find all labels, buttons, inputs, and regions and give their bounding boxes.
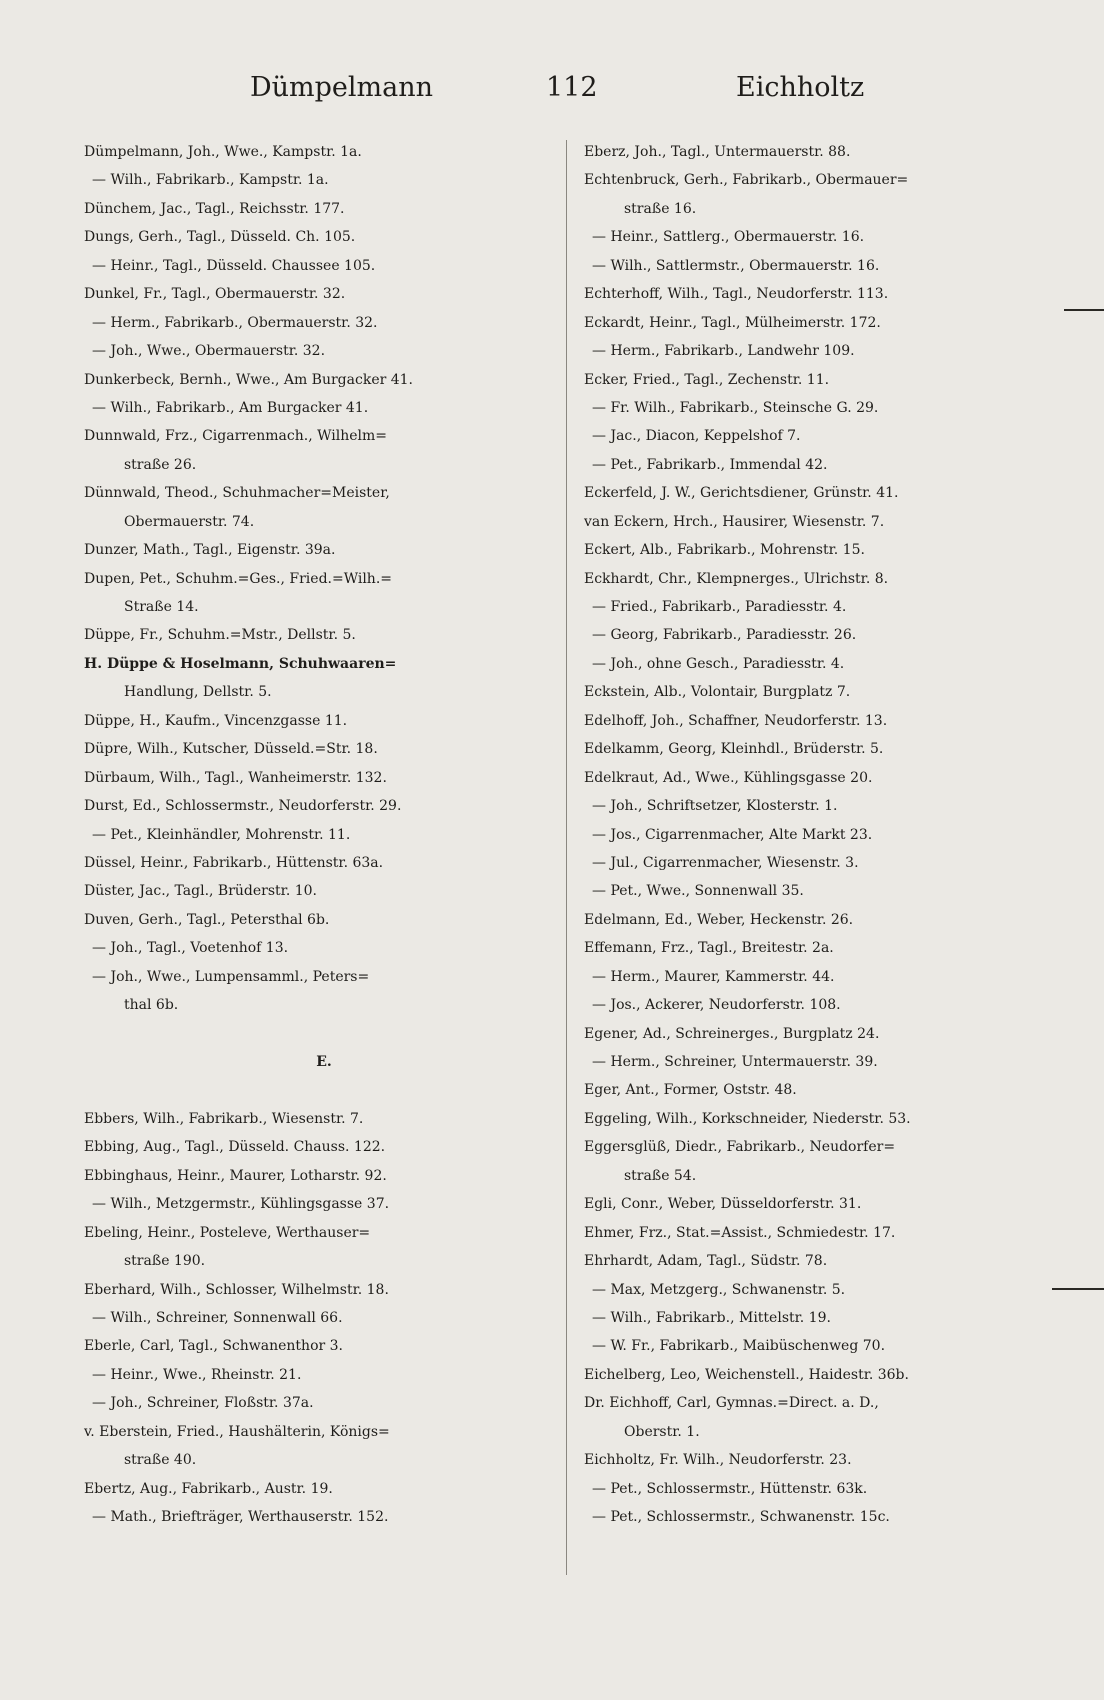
directory-line: van Eckern, Hrch., Hausirer, Wiesenstr. 7.: [584, 513, 885, 530]
directory-line: straße 190.: [124, 1253, 206, 1270]
header-right-keyword: Eichholtz: [736, 72, 865, 103]
header-left-keyword: Dümpelmann: [250, 72, 434, 103]
directory-line: Eberz, Joh., Tagl., Untermauerstr. 88.: [584, 144, 851, 160]
directory-line: Ecker, Fried., Tagl., Zechenstr. 11.: [584, 371, 830, 388]
directory-line: straße 54.: [624, 1167, 697, 1184]
directory-line: Ehrhardt, Adam, Tagl., Südstr. 78.: [584, 1253, 828, 1270]
directory-line: — Herm., Maurer, Kammerstr. 44.: [592, 968, 835, 985]
directory-line: — Georg, Fabrikarb., Paradiesstr. 26.: [592, 627, 857, 644]
directory-line: H. Düppe & Hoselmann, Schuhwaaren=: [84, 655, 397, 672]
directory-line: — Jac., Diacon, Keppelshof 7.: [592, 428, 801, 445]
directory-line: Eckhardt, Chr., Klempnerges., Ulrichstr. 8.: [584, 570, 889, 587]
directory-line: straße 26.: [124, 456, 197, 473]
directory-line: — Joh., Tagl., Voetenhof 13.: [92, 940, 289, 957]
directory-line: Egli, Conr., Weber, Düsseldorferstr. 31.: [584, 1196, 862, 1213]
directory-line: — Wilh., Metzgermstr., Kühlingsgasse 37.: [92, 1196, 390, 1213]
directory-line: Eichelberg, Leo, Weichenstell., Haidestr. 36b.: [584, 1366, 909, 1383]
left-column: [84, 138, 564, 1531]
directory-line: Dünchem, Jac., Tagl., Reichsstr. 177.: [84, 200, 345, 217]
directory-line: Edelkamm, Georg, Kleinhdl., Brüderstr. 5.: [584, 741, 884, 758]
directory-line: Edelmann, Ed., Weber, Heckenstr. 26.: [584, 911, 854, 928]
directory-line: — Pet., Kleinhändler, Mohrenstr. 11.: [92, 826, 351, 843]
directory-line: Eckert, Alb., Fabrikarb., Mohrenstr. 15.: [584, 542, 865, 559]
directory-line: Eckstein, Alb., Volontair, Burgplatz 7.: [584, 684, 851, 701]
margin-mark: [1052, 1288, 1104, 1290]
directory-line: Dunkerbeck, Bernh., Wwe., Am Burgacker 41.: [84, 371, 414, 388]
directory-line: Ebeling, Heinr., Posteleve, Werthauser=: [84, 1224, 371, 1241]
section-letter: E.: [316, 1053, 332, 1070]
directory-line: Eckardt, Heinr., Tagl., Mülheimerstr. 172.: [584, 314, 881, 331]
directory-line: — Herm., Fabrikarb., Obermauerstr. 32.: [92, 314, 378, 331]
directory-line: Dunkel, Fr., Tagl., Obermauerstr. 32.: [84, 286, 346, 303]
directory-line: Düppe, H., Kaufm., Vincenzgasse 11.: [84, 712, 348, 729]
directory-line: — Pet., Fabrikarb., Immendal 42.: [592, 456, 828, 473]
directory-line: — Joh., Schreiner, Floßstr. 37a.: [92, 1395, 314, 1412]
directory-line: — Herm., Fabrikarb., Landwehr 109.: [592, 343, 855, 360]
directory-line: Düpre, Wilh., Kutscher, Düsseld.=Str. 18.: [84, 741, 378, 758]
directory-line: — Jos., Ackerer, Neudorferstr. 108.: [592, 997, 841, 1014]
directory-line: — Pet., Schlossermstr., Hüttenstr. 63k.: [592, 1480, 868, 1497]
directory-line: Eberle, Carl, Tagl., Schwanenthor 3.: [84, 1338, 344, 1355]
directory-line: — Joh., Wwe., Obermauerstr. 32.: [92, 343, 326, 360]
directory-line: Echterhoff, Wilh., Tagl., Neudorferstr. 113.: [584, 286, 889, 303]
margin-mark: [1064, 309, 1104, 311]
directory-line: Eger, Ant., Former, Oststr. 48.: [584, 1082, 797, 1099]
directory-line: — Joh., ohne Gesch., Paradiesstr. 4.: [592, 655, 845, 672]
directory-line: Ehmer, Frz., Stat.=Assist., Schmiedestr. 17.: [584, 1224, 896, 1241]
directory-line: Egener, Ad., Schreinerges., Burgplatz 24.: [584, 1025, 880, 1042]
directory-line: Dr. Eichhoff, Carl, Gymnas.=Direct. a. D.,: [584, 1395, 879, 1412]
directory-line: Eggersglüß, Diedr., Fabrikarb., Neudorfer=: [584, 1139, 896, 1156]
directory-line: — Wilh., Fabrikarb., Kampstr. 1a.: [92, 172, 329, 189]
directory-line: Eichholtz, Fr. Wilh., Neudorferstr. 23.: [584, 1452, 852, 1469]
directory-line: Ebbers, Wilh., Fabrikarb., Wiesenstr. 7.: [84, 1110, 364, 1127]
directory-line: — Pet., Wwe., Sonnenwall 35.: [592, 883, 804, 900]
directory-line: — Fr. Wilh., Fabrikarb., Steinsche G. 29.: [592, 399, 879, 416]
directory-line: Dupen, Pet., Schuhm.=Ges., Fried.=Wilh.=: [84, 570, 393, 587]
directory-line: straße 40.: [124, 1452, 197, 1469]
directory-line: — Herm., Schreiner, Untermauerstr. 39.: [592, 1054, 878, 1070]
directory-line: Düster, Jac., Tagl., Brüderstr. 10.: [84, 883, 317, 900]
directory-line: Edelhoff, Joh., Schaffner, Neudorferstr. 13.: [584, 712, 888, 729]
directory-line: Echtenbruck, Gerh., Fabrikarb., Obermauer=: [584, 172, 909, 189]
directory-line: Eckerfeld, J. W., Gerichtsdiener, Grünstr. 41.: [584, 485, 899, 502]
directory-line: — Wilh., Schreiner, Sonnenwall 66.: [92, 1309, 343, 1326]
directory-line: — Heinr., Wwe., Rheinstr. 21.: [92, 1366, 302, 1383]
directory-line: Dunzer, Math., Tagl., Eigenstr. 39a.: [84, 542, 336, 559]
directory-line: Dünnwald, Theod., Schuhmacher=Meister,: [84, 485, 390, 502]
directory-line: Straße 14.: [124, 599, 199, 615]
directory-line: — Max, Metzgerg., Schwanenstr. 5.: [592, 1281, 846, 1298]
directory-line: Dunnwald, Frz., Cigarrenmach., Wilhelm=: [84, 428, 387, 445]
directory-line: Ebertz, Aug., Fabrikarb., Austr. 19.: [84, 1480, 333, 1497]
directory-line: — W. Fr., Fabrikarb., Maibüschenweg 70.: [592, 1338, 886, 1355]
directory-line: Ebbing, Aug., Tagl., Düsseld. Chauss. 122.: [84, 1139, 386, 1156]
directory-line: — Jos., Cigarrenmacher, Alte Markt 23.: [592, 826, 873, 843]
right-column: [584, 138, 1064, 1531]
directory-line: thal 6b.: [124, 997, 179, 1014]
directory-line: Handlung, Dellstr. 5.: [124, 684, 272, 701]
directory-line: Düppe, Fr., Schuhm.=Mstr., Dellstr. 5.: [84, 627, 356, 644]
page-header: [0, 72, 1104, 112]
directory-line: Oberstr. 1.: [624, 1423, 700, 1440]
directory-line: Eggeling, Wilh., Korkschneider, Niederstr. 53.: [584, 1110, 911, 1127]
directory-line: Effemann, Frz., Tagl., Breitestr. 2a.: [584, 940, 834, 957]
directory-line: Ebbinghaus, Heinr., Maurer, Lotharstr. 92.: [84, 1167, 387, 1184]
directory-line: — Wilh., Sattlermstr., Obermauerstr. 16.: [592, 257, 880, 274]
column-divider: [566, 140, 567, 1575]
directory-line: Edelkraut, Ad., Wwe., Kühlingsgasse 20.: [584, 769, 873, 786]
directory-line: Dümpelmann, Joh., Wwe., Kampstr. 1a.: [84, 144, 362, 160]
page-number: 112: [546, 72, 598, 103]
directory-line: Dürbaum, Wilh., Tagl., Wanheimerstr. 132.: [84, 769, 387, 786]
directory-line: Duven, Gerh., Tagl., Petersthal 6b.: [84, 911, 330, 928]
directory-line: Dungs, Gerh., Tagl., Düsseld. Ch. 105.: [84, 229, 356, 246]
directory-line: — Fried., Fabrikarb., Paradiesstr. 4.: [592, 599, 847, 615]
directory-line: Durst, Ed., Schlossermstr., Neudorferstr. 29.: [84, 798, 402, 815]
directory-line: straße 16.: [624, 200, 697, 217]
directory-line: — Jul., Cigarrenmacher, Wiesenstr. 3.: [592, 854, 859, 871]
directory-line: — Joh., Schriftsetzer, Klosterstr. 1.: [592, 798, 838, 815]
directory-line: — Heinr., Sattlerg., Obermauerstr. 16.: [592, 229, 865, 246]
directory-line: — Math., Briefträger, Werthauserstr. 152.: [92, 1509, 389, 1526]
directory-line: — Wilh., Fabrikarb., Am Burgacker 41.: [92, 399, 369, 416]
directory-line: — Joh., Wwe., Lumpensamml., Peters=: [92, 968, 370, 985]
directory-line: Düssel, Heinr., Fabrikarb., Hüttenstr. 63a.: [84, 854, 384, 871]
directory-line: v. Eberstein, Fried., Haushälterin, Königs=: [84, 1423, 390, 1440]
directory-line: Eberhard, Wilh., Schlosser, Wilhelmstr. 18.: [84, 1281, 389, 1298]
directory-line: — Wilh., Fabrikarb., Mittelstr. 19.: [592, 1309, 831, 1326]
directory-line: Obermauerstr. 74.: [124, 513, 255, 530]
directory-line: — Pet., Schlossermstr., Schwanenstr. 15c.: [592, 1509, 890, 1525]
directory-line: — Heinr., Tagl., Düsseld. Chaussee 105.: [92, 257, 376, 274]
